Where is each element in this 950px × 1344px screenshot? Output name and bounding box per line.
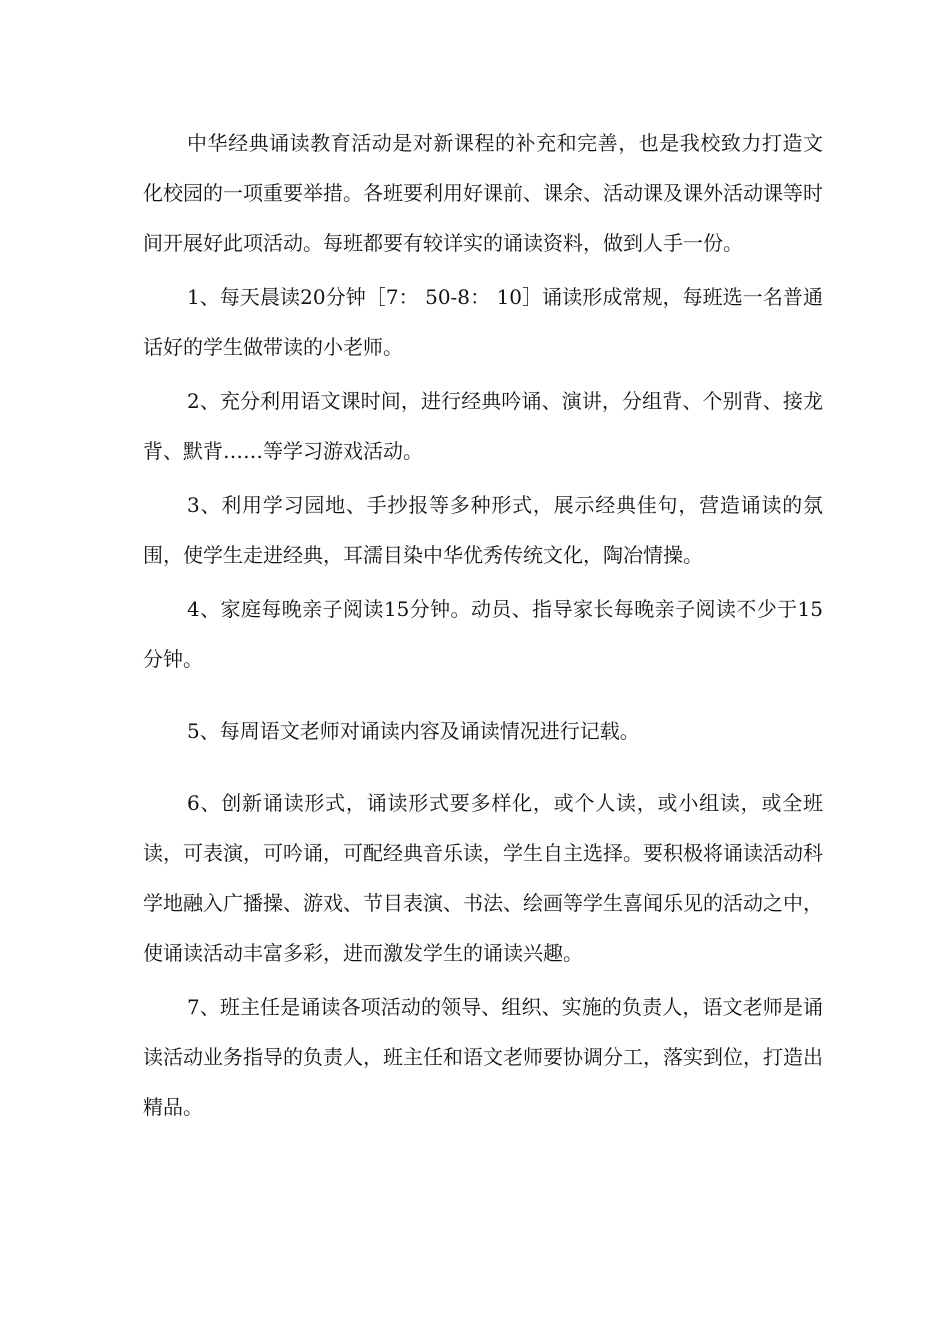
paragraph-item-6: 6、创新诵读形式，诵读形式要多样化，或个人读，或小组读，或全班读，可表演，可吟诵，可配经典音乐读，学生自主选择。要积极将诵读活动科学地融入广播操、游戏、节目表演、书法、绘画等学生喜闻乐见的活动之中，使诵读活动丰富多彩，进而激发学生的诵读兴趣。 [143,791,823,965]
paragraph-item-7: 7、班主任是诵读各项活动的领导、组织、实施的负责人，语文老师是诵读活动业务指导的负责人，班主任和语文老师要协调分工，落实到位，打造出精品。 [143,995,823,1119]
paragraph-item-2: 2、充分利用语文课时间，进行经典吟诵、演讲，分组背、个别背、接龙背、默背……等学习游戏活动。 [143,389,823,463]
paragraph-intro: 中华经典诵读教育活动是对新课程的补充和完善，也是我校致力打造文化校园的一项重要举措。各班要利用好课前、课余、活动课及课外活动课等时间开展好此项活动。每班都要有较详实的诵读资料，做到人手一份。 [143,131,823,255]
paragraph-item-3: 3、利用学习园地、手抄报等多种形式，展示经典佳句，营造诵读的氛围，使学生走进经典，耳濡目染中华优秀传统文化，陶冶情操。 [143,493,823,567]
document-body [143,118,823,1132]
paragraph-item-4: 4、家庭每晚亲子阅读15分钟。动员、指导家长每晚亲子阅读不少于15分钟。 [143,597,823,671]
paragraph-item-5: 5、每周语文老师对诵读内容及诵读情况进行记载。 [187,719,640,743]
paragraph-item-1: 1、每天晨读20分钟［7： 50-8： 10］诵读形成常规，每班选一名普通话好的学生做带读的小老师。 [143,285,823,359]
